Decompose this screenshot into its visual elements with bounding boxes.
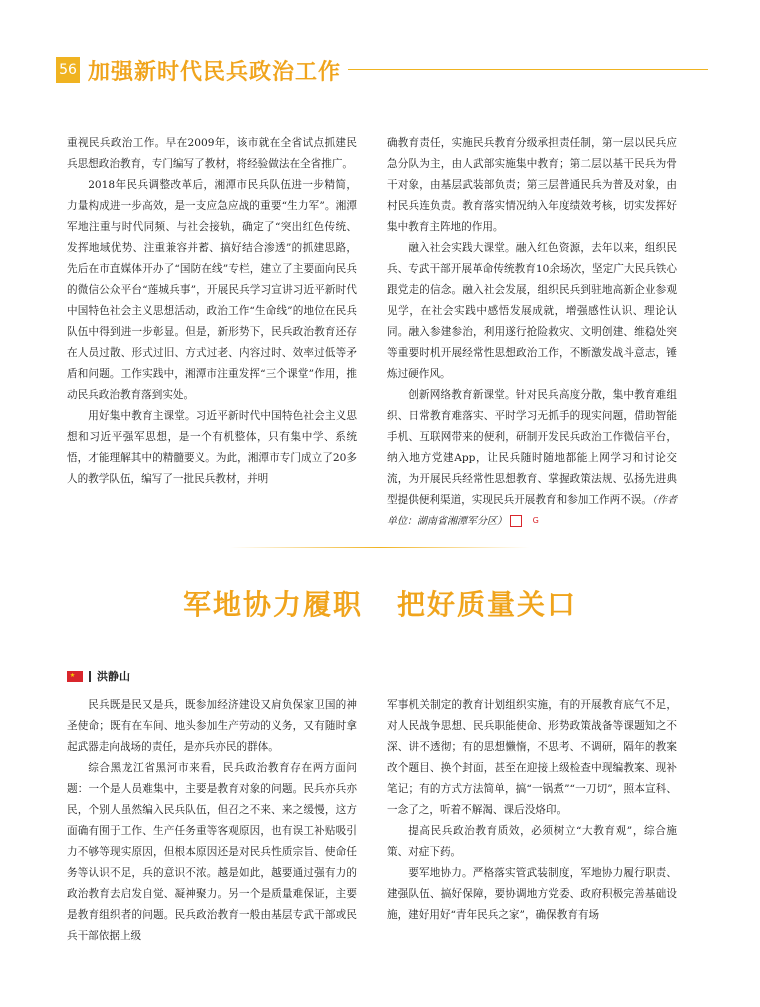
byline xyxy=(67,668,130,684)
article-title-part-2: 把好质量关口 xyxy=(397,588,578,621)
prev-article-column-2 xyxy=(387,133,677,532)
article-title xyxy=(0,583,760,623)
paragraph-last xyxy=(387,385,677,532)
paragraph: 提高民兵政治教育质效，必须树立“大教育观”，综合施策、对症下药。 xyxy=(387,825,677,858)
paragraph: 重视民兵政治工作。早在2009年，该市就在全省试点抓建民兵思想政治教育，专门编写了教材，将经验做法在全省推广。 xyxy=(67,137,357,170)
article-column-1 xyxy=(67,695,357,947)
paragraph: 综合黑龙江省黑河市来看，民兵政治教育存在两方面问题：一个是人员难集中，主要是教育对象的问题。民兵亦兵亦民，个别人虽然编入民兵队伍，但召之不来、来之缓慢，这方面确有囿于工作、生产任务重等客观原因，也有误工补贴吸引力不够等现实原因，但根本原因还是对民兵性质宗旨、使命任务等认识不足，兵的意识不浓。越是如此，越要通过强有力的政治教育去启发自觉、凝神聚力。另一个是质量难保证，主要是教育组织者的问题。民兵政治教育一般由基层专武干部或民兵干部依据上级 xyxy=(67,762,357,942)
header-rule xyxy=(348,69,708,70)
article-column-2 xyxy=(387,695,677,926)
author-affiliation: （作者单位：湖南省湘潭军分区） xyxy=(387,495,678,527)
paragraph: 要军地协力。严格落实管武装制度，军地协力履行职责、建强队伍、搞好保障，要协调地方党委、政府积极完善基础设施，建好用好“青年民兵之家”，确保教育有场 xyxy=(387,867,677,921)
paragraph: 确教育责任，实施民兵教育分级承担责任制，第一层以民兵应急分队为主，由人武部实施集中教育；第二层以基干民兵为骨干对象，由基层武装部负责；第三层普通民兵为普及对象，由村民兵连负责。教育落实情况纳入年度绩效考核，切实发挥好集中教育主阵地的作用。 xyxy=(387,137,677,233)
prev-article-column-1 xyxy=(67,133,357,490)
end-mark-icon: G xyxy=(510,515,522,527)
page-number-badge: 56 xyxy=(56,57,80,83)
article-divider xyxy=(230,547,530,548)
paragraph: 融入社会实践大课堂。融入红色资源，去年以来，组织民兵、专武干部开展革命传统教育10余场次，坚定广大民兵铁心跟党走的信念。融入社会发展，组织民兵到驻地高新企业参观见学，在社会实践中感悟发展成就，增强感性认识、理论认同。融入参建参治，利用遂行抢险救灾、文明创建、维稳处突等重要时机开展经常性思想政治工作，不断激发战斗意志，锤炼过硬作风。 xyxy=(387,242,677,380)
paragraph: 2018年民兵调整改革后，湘潭市民兵队伍进一步精简，力量构成进一步高效，是一支应急应战的重要“生力军”。湘潭军地注重与时代同频、与社会接轨，确定了“突出红色传统、发挥地域优势、注重兼容并蓄、搞好结合渗透”的抓建思路，先后在市直媒体开办了“国防在线”专栏，建立了主要面向民兵的微信公众平台“莲城兵事”，开展民兵学习宣讲习近平新时代中国特色社会主义思想活动，政治工作“生命线”的地位在民兵队伍中得到进一步彰显。但是，新形势下，民兵政治教育还存在人员过散、形式过旧、方式过老、内容过时、效率过低等矛盾和问题。工作实践中，湘潭市注重发挥“三个课堂”作用，推动民兵政治教育落到实处。 xyxy=(67,179,357,401)
flag-icon xyxy=(67,671,83,682)
paragraph-text: 创新网络教育新课堂。针对民兵高度分散，集中教育难组织、日常教育难落实、平时学习无抓手的现实问题，借助智能手机、互联网带来的便利，研制开发民兵政治工作微信平台，纳入地方党建App，让民兵随时随地都能上网学习和讨论交流，为开展民兵经常性思想教育、掌握政策法规、弘扬先进典型提供便利渠道，实现民兵开展教育和参加工作两不误。 xyxy=(387,389,677,506)
paragraph: 民兵既是民又是兵，既参加经济建设又肩负保家卫国的神圣使命；既有在车间、地头参加生产劳动的义务，又有随时拿起武器走向战场的责任，是亦兵亦民的群体。 xyxy=(67,699,357,753)
paragraph: 用好集中教育主课堂。习近平新时代中国特色社会主义思想和习近平强军思想，是一个有机整体，只有集中学、系统悟，才能理解其中的精髓要义。为此，湘潭市专门成立了20多人的教学队伍，编写了一批民兵教材，并明 xyxy=(67,410,357,485)
author-name: 洪静山 xyxy=(97,670,130,683)
byline-separator xyxy=(89,671,91,682)
article-title-part-1: 军地协力履职 xyxy=(182,588,363,621)
paragraph: 军事机关制定的教育计划组织实施，有的开展教育底气不足，对人民战争思想、民兵职能使命、形势政策战备等课题知之不深、讲不透彻；有的思想懒惰，不思考、不调研，隔年的教案改个题目、换个封面，甚至在迎接上级检查中现编教案、现补笔记；有的方式方法简单，搞“一锅煮”“一刀切”，照本宣科、一念了之，听着不解渴、课后没烙印。 xyxy=(387,699,677,816)
section-title: 加强新时代民兵政治工作 xyxy=(88,60,342,85)
